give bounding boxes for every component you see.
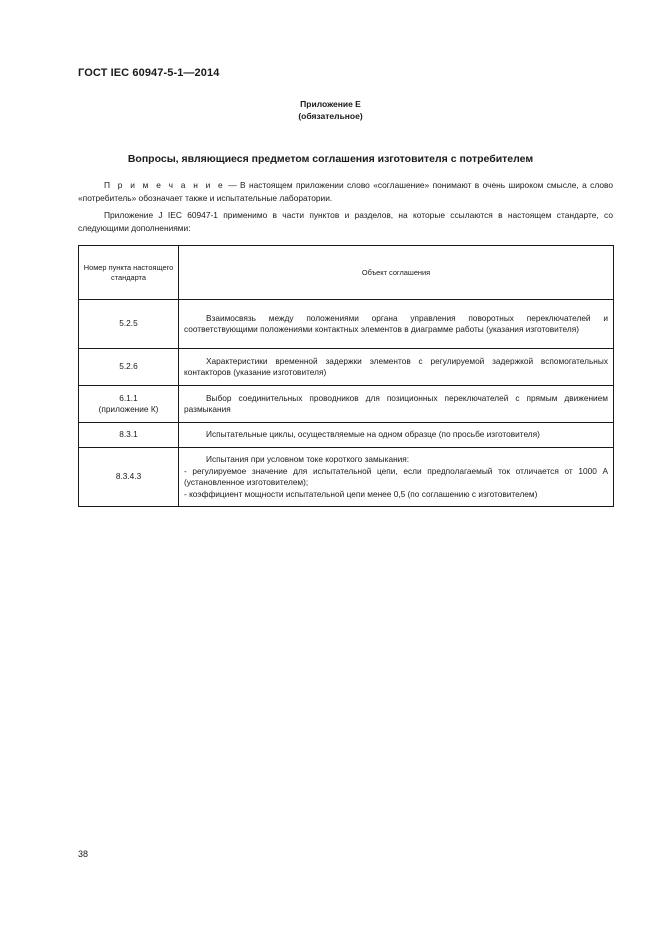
document-header-standard-code: ГОСТ IEC 60947-5-1—2014 <box>78 67 220 79</box>
agreement-object-cell <box>179 423 614 448</box>
clause-number-cell <box>79 386 179 423</box>
header-agreement-object: Объект соглашения <box>179 246 614 300</box>
annex-title-block <box>0 98 661 122</box>
clause-number-cell: 5.2.6 <box>79 349 179 386</box>
agreement-object-cell <box>179 300 614 349</box>
table-row <box>79 423 614 448</box>
table-row <box>79 300 614 349</box>
table-header-row <box>79 246 614 300</box>
agreement-object-list-item: - коэффициент мощности испытательной цепи менее 0,5 (по соглашению с изготовителем) <box>184 488 538 499</box>
clause-number-cell: 5.2.5 <box>79 300 179 349</box>
section-heading: Вопросы, являющиеся предметом соглашения изготовителя с потребителем <box>127 153 534 165</box>
clause-annex-ref: (приложение К) <box>98 404 159 414</box>
annex-title: Приложение Е <box>300 99 361 109</box>
agreements-table <box>78 245 614 507</box>
agreement-object-intro: Испытания при условном токе короткого замыкания: <box>206 454 410 464</box>
table-row <box>79 349 614 386</box>
agreement-object-list-item: - регулируемое значение для испытательной цепи, если предполагаемый ток отличается от 1000 А (установленное изготовителем); <box>184 465 608 487</box>
agreement-object-text: Выбор соединительных проводников для позиционных переключателей с прямым движением размыкания <box>184 392 608 414</box>
agreement-object-line <box>184 454 608 466</box>
table-row <box>79 448 614 507</box>
agreement-object-cell <box>179 386 614 423</box>
intro-paragraph: Приложение J IEC 60947-1 применимо в части пунктов и разделов, на которые ссылаются в настоящем стандарте, со следующими дополнениями: <box>78 210 613 233</box>
annex-status: (обязательное) <box>298 111 363 121</box>
table-row <box>79 386 614 423</box>
clause-number-cell: 8.3.1 <box>79 423 179 448</box>
clause-number-cell: 8.3.4.3 <box>79 448 179 507</box>
agreement-object-text: Взаимосвязь между положениями органа управления поворотных переключателей и соответствующими положениями контактных элементов в диаграмме работы (указания изготовителя) <box>184 312 608 334</box>
note-label: П р и м е ч а н и е <box>104 180 225 190</box>
note-text: — В настоящем приложении слово «соглашение» понимают в очень широком смысле, а слово «потребитель» обозначает также и испытательные лаборатории. <box>78 180 614 203</box>
page-number: 38 <box>78 849 89 859</box>
agreement-object-text: Характеристики временной задержки элементов с регулируемой задержкой вспомогательных контакторов (указание изготовителя) <box>184 355 608 377</box>
clause-number: 6.1.1 <box>119 392 138 403</box>
note-paragraph <box>78 179 613 204</box>
header-clause-number: Номер пункта настоящего стандарта <box>79 246 179 300</box>
agreement-object-cell <box>179 349 614 386</box>
agreement-object-cell <box>179 448 614 507</box>
agreement-object-text: Испытательные циклы, осуществляемые на одном образце (по просьбе изготовителя) <box>206 429 540 440</box>
